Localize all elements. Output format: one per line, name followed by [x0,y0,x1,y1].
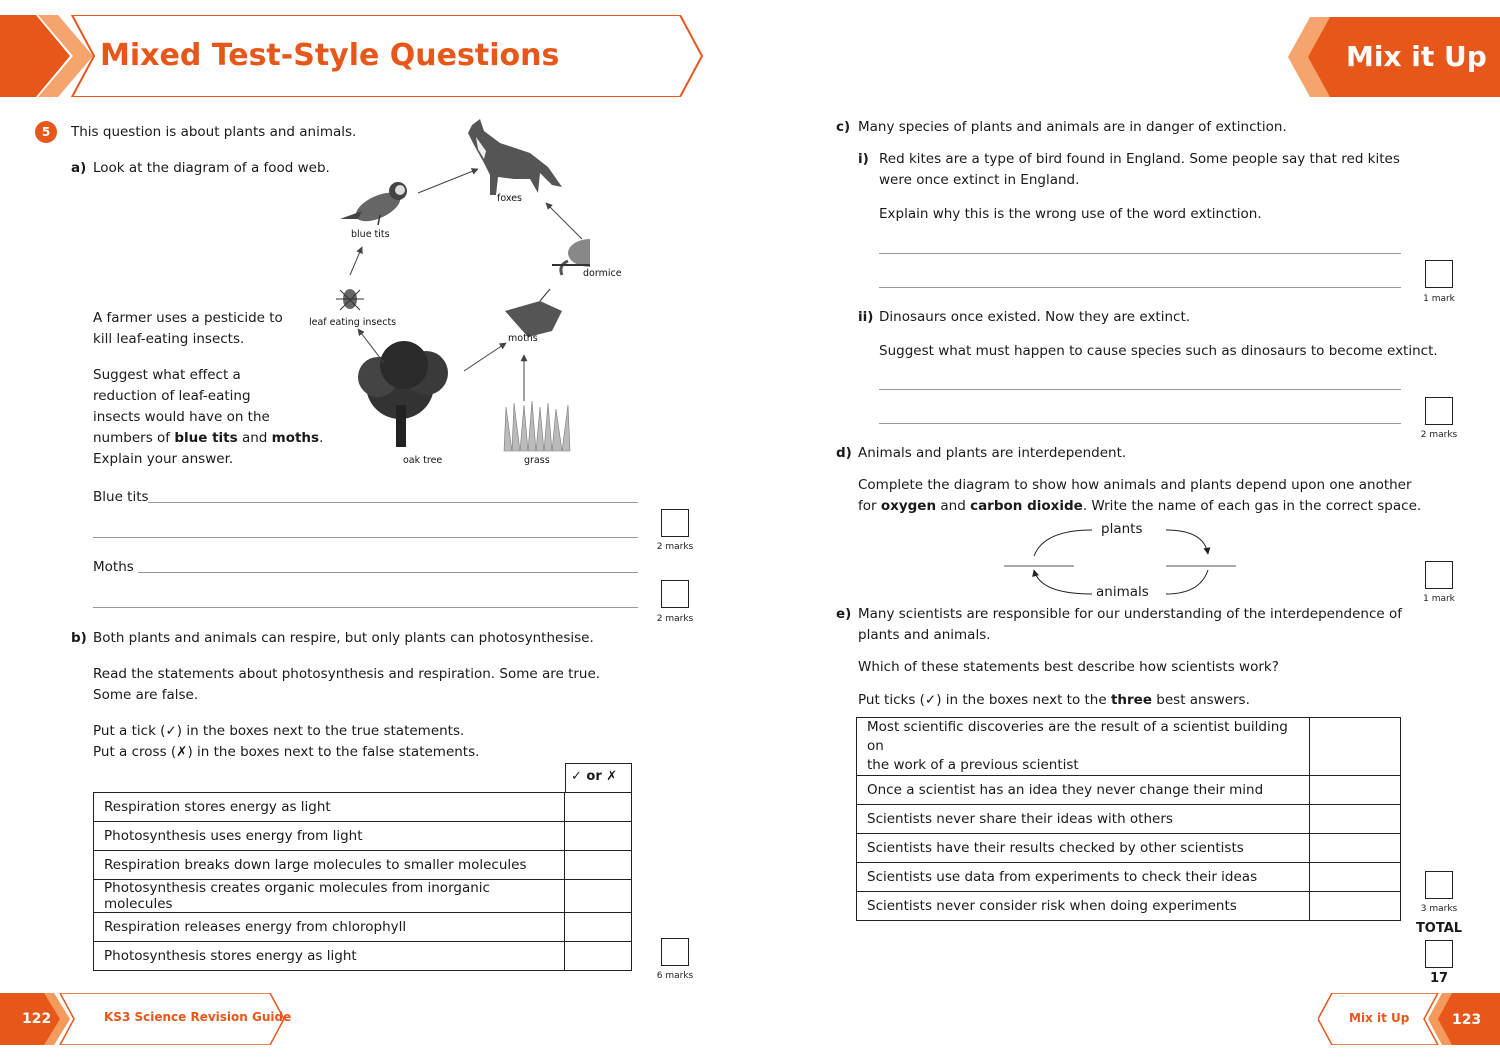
part-c-ii-answer-line-1[interactable] [879,389,1401,390]
part-c-i-answer-line-1[interactable] [879,253,1401,254]
part-a-text: Look at the diagram of a food web. [93,160,330,176]
moth-icon [505,289,562,337]
part-c-ii-marks: 2 marks [1420,430,1458,440]
footer-title-left: KS3 Science Revision Guide [104,1010,292,1024]
part-b-text: Both plants and animals can respire, but only plants can photosynthesise. [93,630,594,646]
blue-tits-answer-label: Blue tits [93,489,149,505]
food-web-diagram [300,115,590,475]
statement-cell: Photosynthesis uses energy from light [94,822,565,851]
grass-icon [504,401,570,451]
statement-cell: Scientists never consider risk when doing experiments [857,892,1310,921]
blue-tit-icon [340,182,407,227]
part-e-text: Many scientists are responsible for our understanding of the interdependence of plants and animals. [858,606,1403,643]
part-c-label: c) [836,119,851,135]
part-d-marks: 1 mark [1423,594,1455,604]
statement-cell: Respiration stores energy as light [94,793,565,822]
part-c-ii-mark-box[interactable] [1425,397,1453,425]
answer-cell[interactable] [565,793,632,822]
gas-answer-line-left[interactable] [1004,566,1074,567]
statement-cell: Most scientific discoveries are the result of a scientist building on the work of a previous scientist [857,718,1310,776]
statement-cell: Photosynthesis creates organic molecules from inorganic molecules [94,880,565,913]
part-b-read: Read the statements about photosynthesis and respiration. Some are true. Some are false. [93,666,601,703]
statement-cell: Scientists use data from experiments to check their ideas [857,863,1310,892]
answer-cell[interactable] [1310,805,1401,834]
part-c-i-answer-line-2[interactable] [879,287,1401,288]
statement-cell: Respiration breaks down large molecules to smaller molecules [94,851,565,880]
part-d-mark-box[interactable] [1425,561,1453,589]
oak-tree-icon [358,341,448,447]
footer-page-right: 123 [1452,1012,1482,1028]
part-c-ii-suggest: Suggest what must happen to cause species such as dinosaurs to become extinct. [879,343,1438,359]
cycle-plants-label: plants [1101,521,1143,537]
moths-answer-label: Moths [93,559,134,575]
food-web-label-leaf-insects: leaf eating insects [309,317,397,328]
footer-page-left: 122 [22,1011,52,1027]
moths-answer-line-1[interactable] [138,572,638,573]
food-web-label-moths: moths [508,333,538,344]
section-title-right: Mix it Up [1346,40,1487,73]
footer-title-right: Mix it Up [1349,1011,1410,1025]
moths-marks: 2 marks [656,614,694,624]
part-e-put: Put ticks (✓) in the boxes next to the three best answers. [858,692,1250,708]
answer-cell[interactable] [565,913,632,942]
gas-answer-line-right[interactable] [1166,566,1236,567]
insect-icon [336,289,364,310]
part-c-i-marks: 1 mark [1423,294,1455,304]
food-web-label-grass: grass [524,455,550,466]
total-label: TOTAL [1415,921,1463,936]
statement-cell: Photosynthesis stores energy as light [94,942,565,971]
answer-cell[interactable] [565,880,632,913]
statement-cell: Respiration releases energy from chlorophyll [94,913,565,942]
answer-cell[interactable] [565,942,632,971]
blue-tits-answer-line-2[interactable] [93,537,638,538]
fox-icon [468,119,562,195]
food-web-label-foxes: foxes [497,193,522,204]
part-e-label: e) [836,606,852,622]
part-e-marks: 3 marks [1420,904,1458,914]
answer-cell[interactable] [1310,776,1401,805]
part-d-text: Animals and plants are interdependent. [858,445,1127,461]
food-web-label-dormice: dormice [583,268,622,279]
part-d-complete: Complete the diagram to show how animals and plants depend upon one another for oxygen and carbon dioxide. Write the name of each gas in the correct space. [858,477,1422,514]
part-c-i-text: Red kites are a type of bird found in England. Some people say that red kites were once extinct in England. [879,151,1400,188]
answer-cell[interactable] [1310,892,1401,921]
farmer-text: A farmer uses a pesticide to kill leaf-eating insects. [93,310,283,347]
tick-cross-header: ✓ or ✗ [565,763,632,792]
part-a-label: a) [71,160,87,176]
part-c-i-mark-box[interactable] [1425,260,1453,288]
part-d-label: d) [836,445,852,461]
part-b-label: b) [71,630,87,646]
answer-cell[interactable] [565,822,632,851]
blue-tits-mark-box[interactable] [661,509,689,537]
blue-tits-marks: 2 marks [656,542,694,552]
question-intro: This question is about plants and animals. [71,124,357,140]
answer-cell[interactable] [1310,863,1401,892]
suggest-text: Suggest what effect a reduction of leaf-eating insects would have on the numbers of blue tits and moths. Explain your answer. [93,367,324,467]
answer-cell[interactable] [1310,834,1401,863]
part-c-ii-text: Dinosaurs once existed. Now they are extinct. [879,309,1191,325]
cycle-animals-label: animals [1096,584,1149,600]
moths-answer-line-2[interactable] [93,607,638,608]
part-c-i-explain: Explain why this is the wrong use of the word extinction. [879,206,1262,222]
part-c-text: Many species of plants and animals are in danger of extinction. [858,119,1287,135]
scientists-statements-table [856,717,1401,921]
page-title: Mixed Test-Style Questions [100,38,560,73]
part-c-ii-answer-line-2[interactable] [879,423,1401,424]
part-e-mark-box[interactable] [1425,871,1453,899]
blue-tits-answer-line-1[interactable] [148,502,638,503]
moths-mark-box[interactable] [661,580,689,608]
answer-cell[interactable] [1310,718,1401,776]
part-c-ii-label: ii) [858,309,874,325]
part-c-i-label: i) [858,151,869,167]
food-web-label-oak-tree: oak tree [403,455,443,466]
total-value: 17 [1429,971,1449,986]
total-box[interactable] [1425,940,1453,968]
statement-cell: Scientists never share their ideas with others [857,805,1310,834]
question-number-badge: 5 [35,121,57,143]
part-b-instructions: Put a tick (✓) in the boxes next to the true statements. Put a cross (✗) in the boxes next to the false statements. [93,723,480,760]
statement-cell: Once a scientist has an idea they never change their mind [857,776,1310,805]
food-web-label-blue-tits: blue tits [351,229,390,240]
part-e-which: Which of these statements best describe how scientists work? [858,659,1279,675]
photosynthesis-statements-table [93,792,632,971]
part-b-mark-box[interactable] [661,938,689,966]
answer-cell[interactable] [565,851,632,880]
statement-cell: Scientists have their results checked by other scientists [857,834,1310,863]
part-b-marks: 6 marks [656,971,694,981]
